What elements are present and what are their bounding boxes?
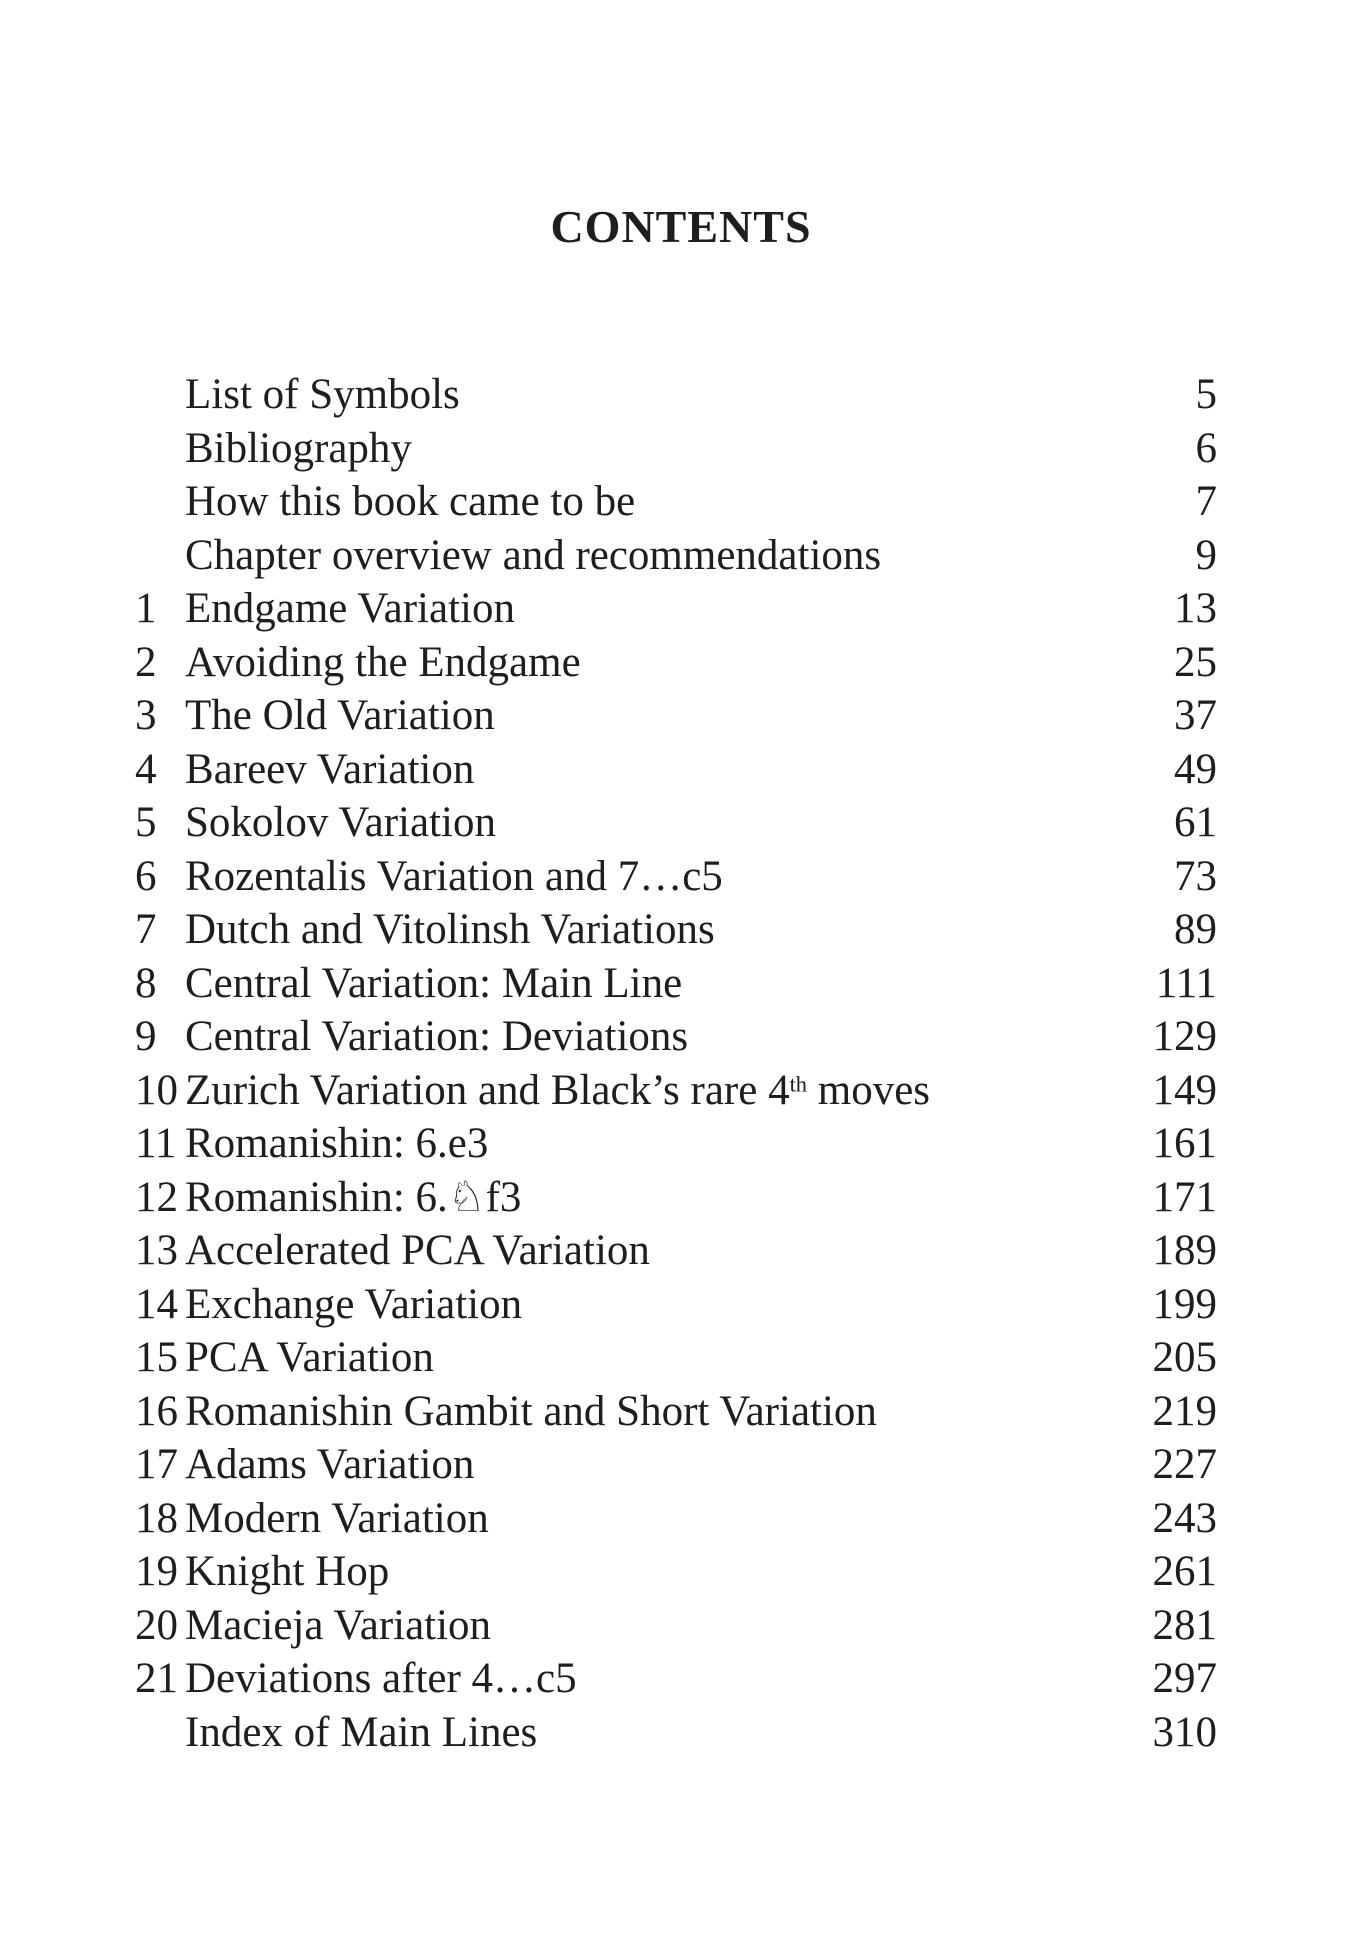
toc-entry-title: Index of Main Lines	[185, 1708, 538, 1756]
toc-row	[135, 1385, 1217, 1439]
toc-entry-number: 21	[135, 1655, 178, 1702]
toc-entry-number: 8	[135, 959, 157, 1007]
toc-row	[135, 1492, 1217, 1546]
toc-entry-page: 73	[1174, 852, 1217, 900]
toc-entry-page: 227	[1152, 1441, 1217, 1488]
toc-entry-title: Romanishin: 6.♘f3	[185, 1171, 522, 1221]
toc-entry-title: Exchange Variation	[185, 1280, 523, 1328]
toc-entry-page: 61	[1174, 799, 1217, 846]
toc-row	[135, 1545, 1217, 1599]
toc-entry-title: The Old Variation	[185, 692, 495, 739]
toc-entry-number: 16	[135, 1387, 178, 1435]
toc-entry-title: List of Symbols	[185, 371, 460, 418]
toc-entry-page: 205	[1152, 1334, 1217, 1381]
toc-entry-page: 199	[1152, 1280, 1217, 1328]
toc-entry-title: Sokolov Variation	[185, 799, 496, 846]
toc-entry-number: 18	[135, 1494, 178, 1542]
toc-row	[135, 582, 1217, 636]
toc-entry-number: 6	[135, 852, 157, 900]
toc-entry-page: 49	[1174, 745, 1217, 793]
toc-row	[135, 689, 1217, 743]
toc-entry-page: 261	[1152, 1548, 1217, 1595]
toc-entry-title: Knight Hop	[185, 1548, 390, 1595]
toc-entry-page: 243	[1152, 1494, 1217, 1542]
toc-entry-title: Accelerated PCA Variation	[185, 1227, 650, 1274]
toc-entry-title: Avoiding the Endgame	[185, 638, 581, 686]
toc-row	[135, 1278, 1217, 1332]
toc-row	[135, 636, 1217, 690]
toc-entry-number: 2	[135, 638, 157, 686]
toc-entry-title: Central Variation: Deviations	[185, 1013, 689, 1060]
toc-entry-number: 4	[135, 745, 157, 793]
toc-entry-page: 13	[1174, 585, 1217, 632]
toc-entry-number: 13	[135, 1227, 178, 1274]
toc-entry-title: Rozentalis Variation and 7…c5	[185, 852, 723, 900]
toc-entry-number: 20	[135, 1601, 178, 1649]
toc-entry-page: 149	[1152, 1066, 1217, 1114]
toc-entry-page: 6	[1195, 424, 1217, 472]
toc-entry-title: Romanishin: 6.e3	[185, 1120, 489, 1167]
toc-row	[135, 903, 1217, 957]
toc-entry-page: 9	[1195, 531, 1217, 579]
toc-entry-page: 171	[1152, 1173, 1217, 1221]
toc-entry-number: 1	[135, 585, 157, 632]
toc-entry-page: 219	[1152, 1387, 1217, 1435]
toc-entry-title: PCA Variation	[185, 1334, 434, 1381]
toc-row	[135, 850, 1217, 904]
toc-entry-title: Endgame Variation	[185, 585, 515, 632]
toc-entry-number: 5	[135, 799, 157, 846]
toc-entry-number: 11	[135, 1120, 177, 1167]
toc-entry-number: 10	[135, 1066, 178, 1114]
toc-entry-title: Romanishin Gambit and Short Variation	[185, 1387, 877, 1435]
toc-entry-title: How this book came to be	[185, 478, 636, 525]
ordinal-superscript: th	[789, 1071, 807, 1097]
toc-entry-title: Bareev Variation	[185, 745, 475, 793]
table-of-contents	[135, 368, 1217, 1759]
toc-row	[135, 796, 1217, 850]
toc-entry-number: 7	[135, 906, 157, 953]
toc-entry-page: 5	[1195, 371, 1217, 418]
toc-entry-number: 19	[135, 1548, 178, 1595]
toc-entry-title: Central Variation: Main Line	[185, 959, 683, 1007]
toc-entry-page: 161	[1152, 1120, 1217, 1167]
toc-row	[135, 957, 1217, 1011]
page-title: CONTENTS	[550, 201, 812, 252]
toc-entry-number: 14	[135, 1280, 178, 1328]
toc-row	[135, 529, 1217, 583]
toc-entry-number: 15	[135, 1334, 178, 1381]
toc-entry-title: Bibliography	[185, 424, 412, 472]
toc-row	[135, 1331, 1217, 1385]
toc-entry-page: 37	[1174, 692, 1217, 739]
knight-icon: ♘	[447, 1171, 486, 1221]
toc-row	[135, 1117, 1217, 1171]
toc-row	[135, 1599, 1217, 1653]
toc-entry-page: 297	[1152, 1655, 1217, 1702]
toc-entry-number: 3	[135, 692, 157, 739]
toc-row	[135, 1706, 1217, 1760]
toc-entry-page: 89	[1174, 906, 1217, 953]
toc-entry-title: Adams Variation	[185, 1441, 475, 1488]
toc-entry-page: 281	[1152, 1601, 1217, 1649]
toc-row	[135, 475, 1217, 529]
toc-entry-title: Macieja Variation	[185, 1601, 492, 1649]
toc-entry-page: 310	[1152, 1708, 1217, 1756]
toc-entry-page: 129	[1152, 1013, 1217, 1060]
toc-entry-page: 7	[1195, 478, 1217, 525]
toc-row	[135, 1438, 1217, 1492]
toc-row	[135, 1224, 1217, 1278]
toc-entry-number: 9	[135, 1013, 157, 1060]
toc-entry-title: Modern Variation	[185, 1494, 489, 1542]
toc-row	[135, 422, 1217, 476]
toc-row	[135, 1171, 1217, 1225]
toc-entry-title: Chapter overview and recommendations	[185, 531, 882, 579]
toc-entry-page: 25	[1174, 638, 1217, 686]
toc-entry-title: Deviations after 4…c5	[185, 1655, 577, 1702]
toc-entry-title: Zurich Variation and Black’s rare 4th moves	[185, 1066, 931, 1114]
toc-entry-number: 12	[135, 1173, 178, 1221]
toc-row	[135, 368, 1217, 422]
toc-entry-page: 111	[1155, 959, 1217, 1007]
toc-row	[135, 743, 1217, 797]
toc-entry-page: 189	[1152, 1227, 1217, 1274]
toc-row	[135, 1064, 1217, 1118]
toc-entry-number: 17	[135, 1441, 178, 1488]
toc-entry-title: Dutch and Vitolinsh Variations	[185, 906, 715, 953]
toc-row	[135, 1652, 1217, 1706]
toc-row	[135, 1010, 1217, 1064]
